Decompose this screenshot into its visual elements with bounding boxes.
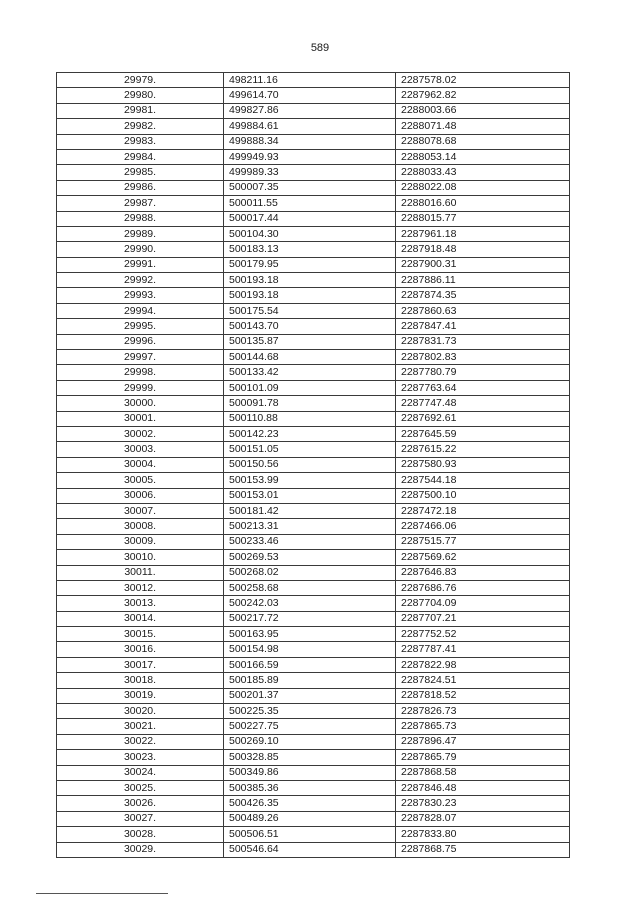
table-row	[57, 827, 570, 842]
table-row	[57, 380, 570, 395]
x-coordinate-cell: 500385.36	[224, 780, 396, 795]
point-number-cell: 29991.	[57, 257, 224, 272]
point-number-cell: 29998.	[57, 365, 224, 380]
table-row	[57, 842, 570, 857]
x-coordinate-cell: 500154.98	[224, 642, 396, 657]
table-row	[57, 226, 570, 241]
x-coordinate-cell: 500017.44	[224, 211, 396, 226]
x-coordinate-cell: 500151.05	[224, 442, 396, 457]
point-number-cell: 29980.	[57, 88, 224, 103]
table-row	[57, 580, 570, 595]
table-row	[57, 257, 570, 272]
y-coordinate-cell: 2287645.59	[396, 426, 570, 441]
table-row	[57, 657, 570, 672]
x-coordinate-cell: 499884.61	[224, 119, 396, 134]
x-coordinate-cell: 499888.34	[224, 134, 396, 149]
y-coordinate-cell: 2287831.73	[396, 334, 570, 349]
y-coordinate-cell: 2287833.80	[396, 827, 570, 842]
point-number-cell: 29995.	[57, 319, 224, 334]
point-number-cell: 30007.	[57, 503, 224, 518]
x-coordinate-cell: 500328.85	[224, 750, 396, 765]
table-row	[57, 442, 570, 457]
y-coordinate-cell: 2287874.35	[396, 288, 570, 303]
y-coordinate-cell: 2287961.18	[396, 226, 570, 241]
x-coordinate-cell: 500133.42	[224, 365, 396, 380]
y-coordinate-cell: 2287544.18	[396, 473, 570, 488]
y-coordinate-cell: 2287824.51	[396, 673, 570, 688]
table-row	[57, 149, 570, 164]
x-coordinate-cell: 500166.59	[224, 657, 396, 672]
x-coordinate-cell: 500110.88	[224, 411, 396, 426]
point-number-cell: 29988.	[57, 211, 224, 226]
table-row	[57, 350, 570, 365]
point-number-cell: 30010.	[57, 550, 224, 565]
y-coordinate-cell: 2287962.82	[396, 88, 570, 103]
x-coordinate-cell: 500143.70	[224, 319, 396, 334]
x-coordinate-cell: 500269.10	[224, 734, 396, 749]
x-coordinate-cell: 500181.42	[224, 503, 396, 518]
x-coordinate-cell: 500426.35	[224, 796, 396, 811]
table-row	[57, 288, 570, 303]
y-coordinate-cell: 2287868.58	[396, 765, 570, 780]
y-coordinate-cell: 2287802.83	[396, 350, 570, 365]
point-number-cell: 30005.	[57, 473, 224, 488]
point-number-cell: 30018.	[57, 673, 224, 688]
y-coordinate-cell: 2287900.31	[396, 257, 570, 272]
point-number-cell: 30027.	[57, 811, 224, 826]
x-coordinate-cell: 500349.86	[224, 765, 396, 780]
footer-divider	[36, 893, 168, 894]
table-row	[57, 811, 570, 826]
table-row	[57, 503, 570, 518]
x-coordinate-cell: 500175.54	[224, 303, 396, 318]
table-row	[57, 242, 570, 257]
x-coordinate-cell: 500135.87	[224, 334, 396, 349]
point-number-cell: 29992.	[57, 273, 224, 288]
table-row	[57, 334, 570, 349]
point-number-cell: 30011.	[57, 565, 224, 580]
table-row	[57, 596, 570, 611]
point-number-cell: 29987.	[57, 196, 224, 211]
table-row	[57, 796, 570, 811]
table-row	[57, 719, 570, 734]
y-coordinate-cell: 2288015.77	[396, 211, 570, 226]
x-coordinate-cell: 499989.33	[224, 165, 396, 180]
table-row	[57, 411, 570, 426]
point-number-cell: 30020.	[57, 704, 224, 719]
x-coordinate-cell: 500091.78	[224, 396, 396, 411]
point-number-cell: 30028.	[57, 827, 224, 842]
coordinates-table	[56, 72, 570, 858]
point-number-cell: 29984.	[57, 149, 224, 164]
point-number-cell: 30016.	[57, 642, 224, 657]
x-coordinate-cell: 500193.18	[224, 273, 396, 288]
y-coordinate-cell: 2288003.66	[396, 103, 570, 118]
point-number-cell: 30017.	[57, 657, 224, 672]
x-coordinate-cell: 500163.95	[224, 627, 396, 642]
y-coordinate-cell: 2287752.52	[396, 627, 570, 642]
point-number-cell: 30009.	[57, 534, 224, 549]
table-row	[57, 196, 570, 211]
y-coordinate-cell: 2287500.10	[396, 488, 570, 503]
table-row	[57, 134, 570, 149]
point-number-cell: 29994.	[57, 303, 224, 318]
x-coordinate-cell: 499827.86	[224, 103, 396, 118]
point-number-cell: 30013.	[57, 596, 224, 611]
y-coordinate-cell: 2287868.75	[396, 842, 570, 857]
point-number-cell: 30025.	[57, 780, 224, 795]
table-row	[57, 550, 570, 565]
table-row	[57, 780, 570, 795]
y-coordinate-cell: 2287818.52	[396, 688, 570, 703]
y-coordinate-cell: 2287747.48	[396, 396, 570, 411]
y-coordinate-cell: 2288016.60	[396, 196, 570, 211]
table-row	[57, 704, 570, 719]
y-coordinate-cell: 2287472.18	[396, 503, 570, 518]
table-row	[57, 165, 570, 180]
x-coordinate-cell: 500007.35	[224, 180, 396, 195]
table-row	[57, 119, 570, 134]
point-number-cell: 29989.	[57, 226, 224, 241]
y-coordinate-cell: 2287580.93	[396, 457, 570, 472]
x-coordinate-cell: 500201.37	[224, 688, 396, 703]
point-number-cell: 29997.	[57, 350, 224, 365]
x-coordinate-cell: 500185.89	[224, 673, 396, 688]
y-coordinate-cell: 2287846.48	[396, 780, 570, 795]
table-row	[57, 534, 570, 549]
x-coordinate-cell: 500227.75	[224, 719, 396, 734]
table-row	[57, 519, 570, 534]
point-number-cell: 30000.	[57, 396, 224, 411]
y-coordinate-cell: 2288078.68	[396, 134, 570, 149]
table-row	[57, 273, 570, 288]
y-coordinate-cell: 2287918.48	[396, 242, 570, 257]
y-coordinate-cell: 2287569.62	[396, 550, 570, 565]
y-coordinate-cell: 2288033.43	[396, 165, 570, 180]
x-coordinate-cell: 500179.95	[224, 257, 396, 272]
x-coordinate-cell: 500242.03	[224, 596, 396, 611]
x-coordinate-cell: 500144.68	[224, 350, 396, 365]
point-number-cell: 30029.	[57, 842, 224, 857]
point-number-cell: 30015.	[57, 627, 224, 642]
table-row	[57, 750, 570, 765]
x-coordinate-cell: 500213.31	[224, 519, 396, 534]
point-number-cell: 29981.	[57, 103, 224, 118]
x-coordinate-cell: 500546.64	[224, 842, 396, 857]
y-coordinate-cell: 2287515.77	[396, 534, 570, 549]
table-row	[57, 473, 570, 488]
y-coordinate-cell: 2287860.63	[396, 303, 570, 318]
y-coordinate-cell: 2287780.79	[396, 365, 570, 380]
table-row	[57, 565, 570, 580]
table-row	[57, 211, 570, 226]
table-row	[57, 673, 570, 688]
x-coordinate-cell: 500104.30	[224, 226, 396, 241]
table-row	[57, 180, 570, 195]
y-coordinate-cell: 2287865.79	[396, 750, 570, 765]
x-coordinate-cell: 500153.99	[224, 473, 396, 488]
point-number-cell: 30004.	[57, 457, 224, 472]
x-coordinate-cell: 500011.55	[224, 196, 396, 211]
y-coordinate-cell: 2287692.61	[396, 411, 570, 426]
table-row	[57, 611, 570, 626]
y-coordinate-cell: 2287704.09	[396, 596, 570, 611]
table-row	[57, 627, 570, 642]
table-row	[57, 426, 570, 441]
table-row	[57, 488, 570, 503]
table-row	[57, 457, 570, 472]
y-coordinate-cell: 2287615.22	[396, 442, 570, 457]
y-coordinate-cell: 2287686.76	[396, 580, 570, 595]
point-number-cell: 30024.	[57, 765, 224, 780]
point-number-cell: 29982.	[57, 119, 224, 134]
y-coordinate-cell: 2287707.21	[396, 611, 570, 626]
point-number-cell: 30021.	[57, 719, 224, 734]
table-row	[57, 303, 570, 318]
table-row	[57, 688, 570, 703]
x-coordinate-cell: 499949.93	[224, 149, 396, 164]
table-row	[57, 642, 570, 657]
coordinates-table-body	[57, 73, 570, 858]
y-coordinate-cell: 2287896.47	[396, 734, 570, 749]
x-coordinate-cell: 500153.01	[224, 488, 396, 503]
point-number-cell: 29996.	[57, 334, 224, 349]
y-coordinate-cell: 2288053.14	[396, 149, 570, 164]
x-coordinate-cell: 500489.26	[224, 811, 396, 826]
point-number-cell: 29993.	[57, 288, 224, 303]
y-coordinate-cell: 2287828.07	[396, 811, 570, 826]
point-number-cell: 29985.	[57, 165, 224, 180]
point-number-cell: 30014.	[57, 611, 224, 626]
x-coordinate-cell: 499614.70	[224, 88, 396, 103]
point-number-cell: 29999.	[57, 380, 224, 395]
table-row	[57, 88, 570, 103]
x-coordinate-cell: 500506.51	[224, 827, 396, 842]
y-coordinate-cell: 2287466.06	[396, 519, 570, 534]
x-coordinate-cell: 500183.13	[224, 242, 396, 257]
table-row	[57, 365, 570, 380]
point-number-cell: 29979.	[57, 73, 224, 88]
table-row	[57, 103, 570, 118]
x-coordinate-cell: 500268.02	[224, 565, 396, 580]
y-coordinate-cell: 2287830.23	[396, 796, 570, 811]
y-coordinate-cell: 2287865.73	[396, 719, 570, 734]
point-number-cell: 30023.	[57, 750, 224, 765]
point-number-cell: 30002.	[57, 426, 224, 441]
point-number-cell: 30026.	[57, 796, 224, 811]
table-row	[57, 73, 570, 88]
point-number-cell: 30006.	[57, 488, 224, 503]
y-coordinate-cell: 2287763.64	[396, 380, 570, 395]
y-coordinate-cell: 2287822.98	[396, 657, 570, 672]
point-number-cell: 30008.	[57, 519, 224, 534]
x-coordinate-cell: 500142.23	[224, 426, 396, 441]
x-coordinate-cell: 500258.68	[224, 580, 396, 595]
y-coordinate-cell: 2288071.48	[396, 119, 570, 134]
point-number-cell: 30003.	[57, 442, 224, 457]
point-number-cell: 29990.	[57, 242, 224, 257]
table-row	[57, 319, 570, 334]
x-coordinate-cell: 500225.35	[224, 704, 396, 719]
y-coordinate-cell: 2287886.11	[396, 273, 570, 288]
point-number-cell: 30022.	[57, 734, 224, 749]
x-coordinate-cell: 500269.53	[224, 550, 396, 565]
x-coordinate-cell: 500101.09	[224, 380, 396, 395]
table-row	[57, 765, 570, 780]
x-coordinate-cell: 500217.72	[224, 611, 396, 626]
table-row	[57, 734, 570, 749]
x-coordinate-cell: 500193.18	[224, 288, 396, 303]
x-coordinate-cell: 500233.46	[224, 534, 396, 549]
table-row	[57, 396, 570, 411]
y-coordinate-cell: 2287847.41	[396, 319, 570, 334]
y-coordinate-cell: 2287787.41	[396, 642, 570, 657]
point-number-cell: 29983.	[57, 134, 224, 149]
y-coordinate-cell: 2288022.08	[396, 180, 570, 195]
point-number-cell: 30019.	[57, 688, 224, 703]
point-number-cell: 29986.	[57, 180, 224, 195]
point-number-cell: 30012.	[57, 580, 224, 595]
x-coordinate-cell: 500150.56	[224, 457, 396, 472]
y-coordinate-cell: 2287578.02	[396, 73, 570, 88]
y-coordinate-cell: 2287646.83	[396, 565, 570, 580]
point-number-cell: 30001.	[57, 411, 224, 426]
y-coordinate-cell: 2287826.73	[396, 704, 570, 719]
x-coordinate-cell: 498211.16	[224, 73, 396, 88]
page-number: 589	[310, 42, 330, 54]
